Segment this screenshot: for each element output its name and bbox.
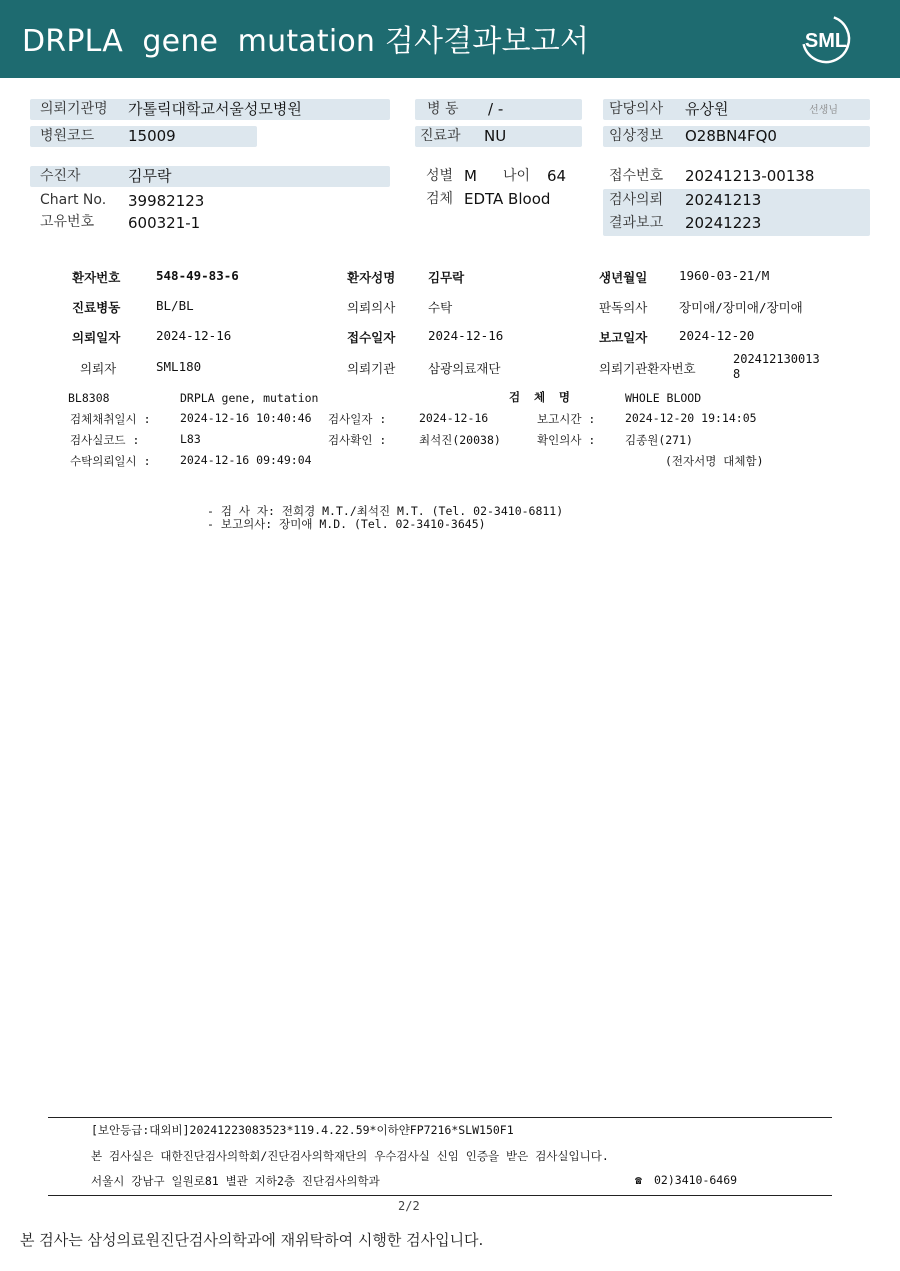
- report-title: DRPLA gene mutation 검사결과보고서: [22, 24, 590, 59]
- reqdoc-label: 의뢰의사: [347, 300, 396, 315]
- age-label: 나이: [503, 168, 531, 184]
- chart-value: 39982123: [128, 192, 205, 210]
- doctor-suffix: 선생님: [809, 105, 838, 116]
- receipt-label: 접수번호: [609, 168, 664, 184]
- verify-value: 김종원(271): [625, 433, 693, 447]
- reqdate-value: 2024-12-16: [156, 328, 232, 343]
- recvdate-value: 2024-12-16: [428, 328, 504, 343]
- phone-icon: ☎: [635, 1173, 642, 1187]
- footer-divider-bottom: [48, 1195, 832, 1196]
- collect-label: 검체채취일시 :: [70, 412, 151, 426]
- reader-value: 장미애/장미애/장미애: [679, 300, 803, 315]
- testdate-label: 검사일자 :: [328, 412, 387, 426]
- verify-label: 확인의사 :: [537, 433, 596, 447]
- footer-divider-top: [48, 1117, 832, 1118]
- ward-value: / -: [488, 100, 504, 118]
- ward-label: 병 동: [427, 101, 459, 117]
- reader-label: 판독의사: [599, 300, 648, 315]
- requester-value: SML180: [156, 359, 202, 374]
- doctor-label: 담당의사: [609, 101, 664, 117]
- phone-value: 02)3410-6469: [654, 1173, 738, 1187]
- reqinst-value: 삼광의료재단: [428, 361, 501, 376]
- patient-bar: [30, 166, 390, 187]
- hospital-code-label: 병원코드: [40, 128, 95, 144]
- specimen-label: 검체: [426, 191, 454, 207]
- confirm-label: 검사확인 :: [328, 433, 387, 447]
- reqdoc-value: 수탁: [428, 300, 453, 315]
- instpid-value-1: 202412130013: [733, 352, 820, 366]
- reporter-line: - 보고의사: 장미애 M.D. (Tel. 02-3410-3645): [207, 517, 486, 531]
- reptime-label: 보고시간 :: [537, 412, 596, 426]
- labcode-label: 검사실코드 :: [70, 433, 140, 447]
- dept-value: NU: [484, 127, 507, 145]
- report-header: [0, 0, 900, 78]
- sml-logo: [798, 11, 854, 67]
- institution-value: 가톨릭대학교서울성모병원: [128, 100, 302, 118]
- cert-line: 본 검사실은 대한진단검사의학회/진단검사의학재단의 우수검사실 신임 인증을 받은 검사실입니다.: [91, 1149, 609, 1163]
- specname-value: WHOLE BLOOD: [625, 391, 702, 405]
- test-code: BL8308: [68, 391, 110, 405]
- repdate-value: 2024-12-20: [679, 328, 755, 343]
- sex-value: M: [464, 167, 477, 185]
- esign-note: (전자서명 대체함): [665, 454, 764, 468]
- patient-label: 수진자: [40, 168, 81, 184]
- consign-value: 2024-12-16 09:49:04: [180, 453, 312, 467]
- repdate-label: 보고일자: [599, 330, 648, 345]
- age-value: 64: [547, 167, 567, 185]
- collect-value: 2024-12-16 10:40:46: [180, 411, 312, 425]
- consignment-note: 본 검사는 삼성의료원진단검사의학과에 재위탁하여 시행한 검사입니다.: [20, 1231, 484, 1249]
- security-line: [보안등급:대외비]20241223083523*119.4.22.59*이하얀FP7216*SLW150F1: [91, 1123, 514, 1137]
- clinical-label: 임상정보: [609, 128, 664, 144]
- requester-label: 의뢰자: [80, 361, 117, 376]
- report-date-label: 결과보고: [609, 215, 664, 231]
- request-label: 검사의뢰: [609, 192, 664, 208]
- consign-label: 수탁의뢰일시 :: [70, 454, 151, 468]
- hospital-code-value: 15009: [128, 127, 176, 145]
- labcode-value: L83: [180, 432, 201, 446]
- specname-label: 검 체 명: [509, 390, 571, 404]
- patient-value: 김무락: [128, 167, 172, 185]
- specimen-value: EDTA Blood: [464, 190, 551, 208]
- institution-label: 의뢰기관명: [40, 101, 108, 117]
- test-name: DRPLA gene, mutation: [180, 391, 319, 405]
- instpid-label: 의뢰기관환자번호: [599, 361, 696, 376]
- unique-value: 600321-1: [128, 214, 201, 232]
- testdate-value: 2024-12-16: [419, 411, 489, 425]
- unique-label: 고유번호: [40, 214, 95, 230]
- reptime-value: 2024-12-20 19:14:05: [625, 411, 757, 425]
- address-line: 서울시 강남구 일원로81 별관 지하2층 진단검사의학과: [91, 1174, 380, 1188]
- svg-text:SML: SML: [804, 30, 848, 52]
- rward-label: 진료병동: [72, 300, 121, 315]
- report-date-value: 20241223: [685, 214, 762, 232]
- request-value: 20241213: [685, 191, 762, 209]
- reqdate-label: 의뢰일자: [72, 330, 121, 345]
- reqinst-label: 의뢰기관: [347, 361, 396, 376]
- pid-label: 환자번호: [72, 270, 121, 285]
- dob-label: 생년월일: [599, 270, 648, 285]
- recvdate-label: 접수일자: [347, 330, 396, 345]
- confirm-value: 최석진(20038): [419, 433, 501, 447]
- doctor-value: 유상원: [685, 100, 729, 118]
- pname-value: 김무락: [428, 270, 465, 285]
- pname-label: 환자성명: [347, 270, 396, 285]
- sex-label: 성별: [426, 168, 454, 184]
- instpid-value-2: 8: [733, 367, 741, 381]
- receipt-value: 20241213-00138: [685, 167, 815, 185]
- page-number: 2/2: [398, 1199, 420, 1213]
- rward-value: BL/BL: [156, 298, 194, 313]
- dept-label: 진료과: [420, 128, 461, 144]
- tester-line: - 검 사 자: 전희경 M.T./최석진 M.T. (Tel. 02-3410-6811): [207, 504, 564, 518]
- chart-label: Chart No.: [40, 192, 107, 208]
- clinical-value: O28BN4FQ0: [685, 127, 777, 145]
- dob-value: 1960-03-21/M: [679, 268, 770, 283]
- pid-value: 548-49-83-6: [156, 268, 239, 283]
